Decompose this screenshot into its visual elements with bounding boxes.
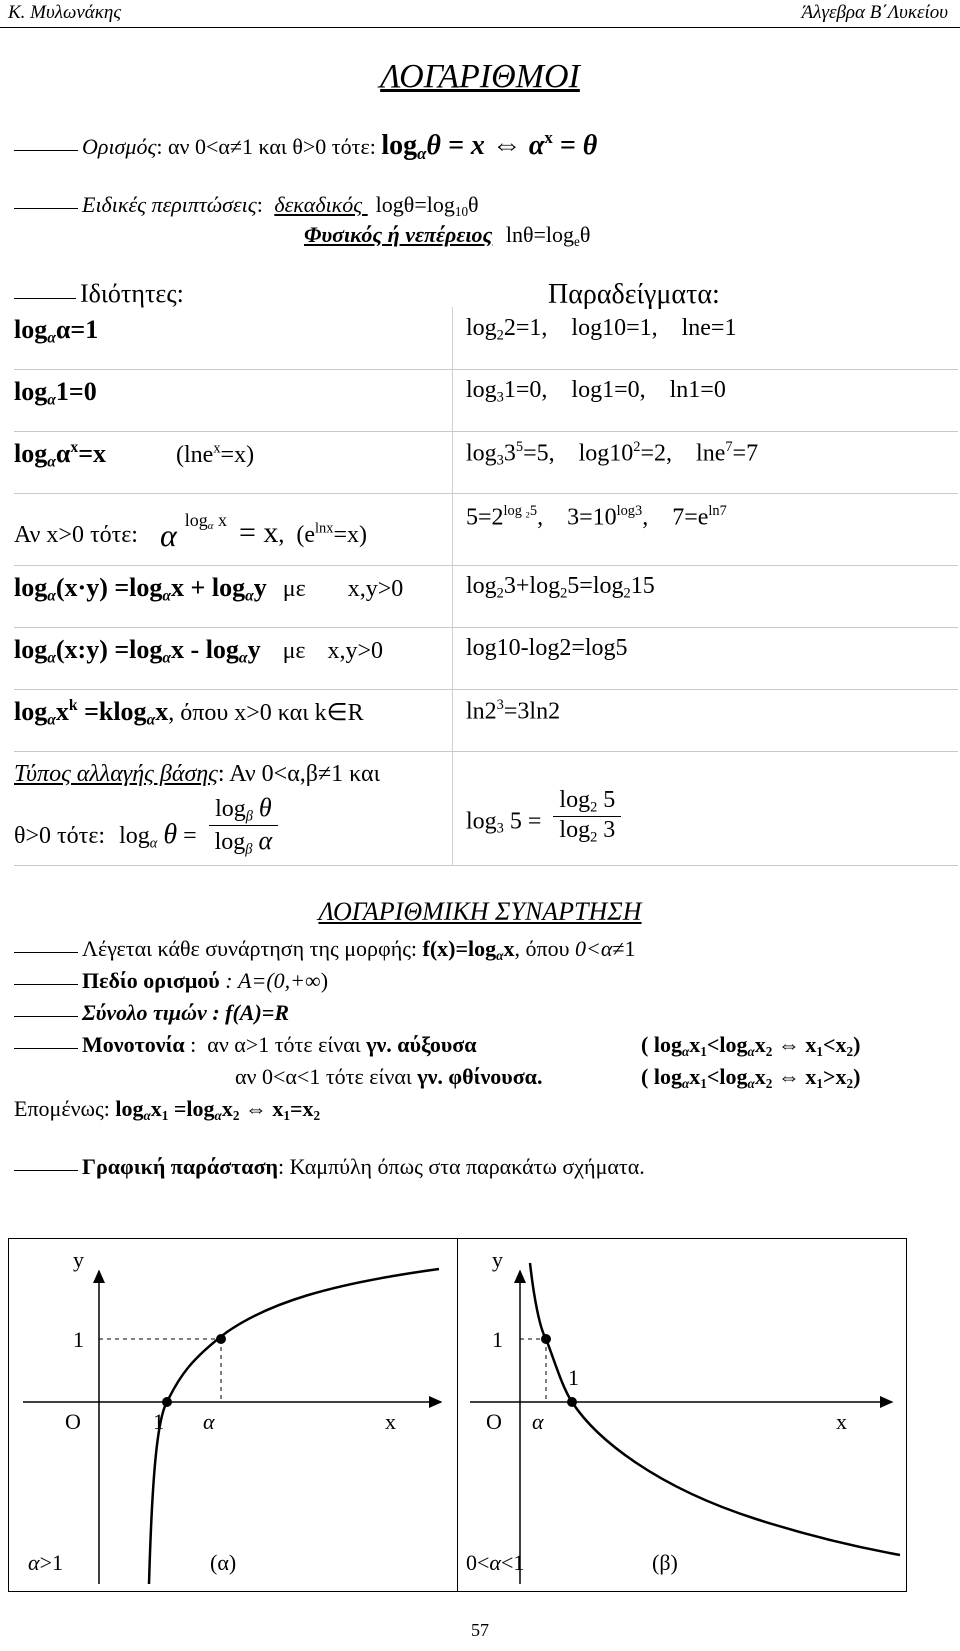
iff-icon: ⇔ [491,128,522,161]
property-row-1 [14,307,958,370]
origin-label: O [486,1409,502,1434]
example-log-base: $\log_22=1$, log10=1, lne=1 [466,315,737,344]
property-row-7 [14,689,958,752]
natural-line [304,222,590,250]
graph-intro-line: Γραφική παράσταση: Καμπύλη όπως στα παρακάτω σχήματα. [14,1154,645,1180]
change-of-base-row [14,751,958,866]
change-of-base-text: Τύπος αλλαγής βάσης: Αν 0<α,β≠1 και [14,761,381,787]
definition-line [14,128,597,164]
property-log-base: $\log_\alpha\alpha=1$ [14,315,99,347]
blank-line [14,208,78,209]
function-section-title: ΛΟΓΑΡΙΘΜΙΚΗ ΣΥΝΑΡΤΗΣΗ [318,897,642,926]
example-quotient: log10-log2=log5 [466,635,628,661]
property-quotient: $\log_\alpha(x:y) =\log_\alpha x - \log_\alpha y$ με x,y>0 [14,635,384,667]
alpha-label: α [203,1409,215,1434]
blank-line [14,1048,78,1049]
examples-header: Παραδείγματα: [548,279,720,310]
special-cases-label: Ειδικές περιπτώσεις [82,192,257,217]
domain-line: Πεδίο ορισμού : A=(0,+∞) [14,968,328,994]
property-exponent: $\log_\alpha x^k =klog_\alpha x$, όπου x>0 και k∈R [14,697,364,729]
change-of-base-formula: θ>0 τότε: $\log_\alpha \theta$ = $\frac{\log_\beta \theta}{\log_\beta \alpha}$ [14,801,278,867]
graph-2-condition: 0<α<1 [466,1550,525,1575]
graph-2-caption: (β) [652,1550,678,1575]
property-log-power: $\log_\alpha\alpha^x=x$ (lne$^x$=x) [14,439,255,471]
property-row-4 [14,493,958,566]
one-x-label: 1 [153,1409,164,1434]
therefore-line: Επομένως: $\log_\alpha x_1 =\log_\alpha x_2$ ⇔ $x_1=x_2$ [14,1096,321,1123]
page-number: 57 [471,1620,489,1640]
definition-text-2: 1 και θ>0 τότε: [242,134,382,159]
graph-increasing [8,1238,458,1592]
natural-label: Φυσικός ή νεπέρειος [304,222,493,247]
property-row-3 [14,431,958,494]
graph-1-caption: (α) [210,1550,237,1575]
decadic-label: δεκαδικός [274,192,368,217]
property-row-5 [14,565,958,628]
example-exponent: $\ln 2^3=3\ln 2$ [466,697,561,725]
monotonicity-increasing-formula: ( $\log_\alpha x_1<\log_\alpha x_2$ ⇔ $x_1<x_2$) [641,1032,861,1059]
property-row-6 [14,627,958,690]
y-label: y [492,1247,503,1272]
header-book-title: Άλγεβρα Β΄Λυκείου [801,2,948,23]
monotonicity-line-1: Μονοτονία : αν α>1 τότε είναι γν. αύξουσα [14,1032,477,1058]
definition-label: Ορισμός [82,134,157,159]
example-product: $\log_23+\log_25=\log_215$ [466,573,655,602]
graph-1-condition: α>1 [28,1550,63,1575]
change-of-base-example: $\log_3 5$ = $\frac{\log_2 5}{\log_2 3}$ [466,793,621,853]
graph-decreasing [456,1238,907,1592]
example-log-one: $\log_31=0$, log1=0, ln1=0 [466,377,726,406]
example-inverse: $5=2^{log _25}$, $3=10^{log3}$, $7=e^{ln7}$ [466,503,727,531]
one-x-label: 1 [568,1365,579,1390]
definition-text: : αν 0<α [156,134,230,159]
blank-line [14,298,76,299]
blank-line [14,952,78,953]
y-label: y [73,1247,84,1272]
neq-symbol: ≠ [229,134,242,159]
point-one-zero [162,1397,172,1407]
example-log-power: $\log_33^5=5$, $\log 10^2=2$, lne$^7$=7 [466,439,759,469]
property-log-one: $\log_\alpha 1=0$ [14,377,97,409]
properties-header: Ιδιότητες: [14,279,184,309]
column-divider [452,307,453,865]
header-rule [0,27,960,28]
blank-line [14,1016,78,1017]
header-author: Κ. Μυλωνάκης [8,2,122,23]
monotonicity-line-2: αν 0<α<1 τότε είναι γν. φθίνουσα. [235,1064,543,1089]
page-title: ΛΟΓΑΡΙΘΜΟΙ [380,58,580,95]
alpha-label: α [532,1409,544,1434]
property-product: $\log_\alpha(x\cdot y) =\log_\alpha x + \log_\alpha y$ με x,y>0 [14,573,404,605]
point-alpha-one [216,1334,226,1344]
one-y-label: 1 [492,1327,503,1352]
one-y-label: 1 [73,1327,84,1352]
origin-label: O [65,1409,81,1434]
natural-formula: $\ln\theta=\log_e\theta$ [505,222,591,249]
property-row-2 [14,369,958,432]
special-cases-line: Ειδικές περιπτώσεις: δεκαδικός $\log\theta=\log_{10}\theta$ [14,192,479,220]
blank-line [14,984,78,985]
function-definition: Λέγεται κάθε συνάρτηση της μορφής: $f(x)=\log_\alpha x$, όπου 0<α≠1 [14,936,635,964]
definition-formula: $\log_\alpha\theta = x$ ⇔ $\alpha^x = \theta$ [381,128,598,164]
x-label: x [836,1409,847,1434]
point-one-zero [567,1397,577,1407]
property-inverse: Αν x>0 τότε: α $^{log_\alpha x}$ = x, $(e^{lnx}=x)$ [14,510,367,553]
decadic-formula: $\log\theta=\log_{10}\theta$ [375,192,479,219]
blank-line [14,1170,78,1171]
x-label: x [385,1409,396,1434]
point-alpha-one [541,1334,551,1344]
range-line: Σύνολο τιμών : f(A)=R [14,1000,289,1026]
monotonicity-decreasing-formula: ( $\log_\alpha x_1<\log_\alpha x_2$ ⇔ $x_1>x_2$) [641,1064,861,1091]
blank-line [14,150,78,151]
